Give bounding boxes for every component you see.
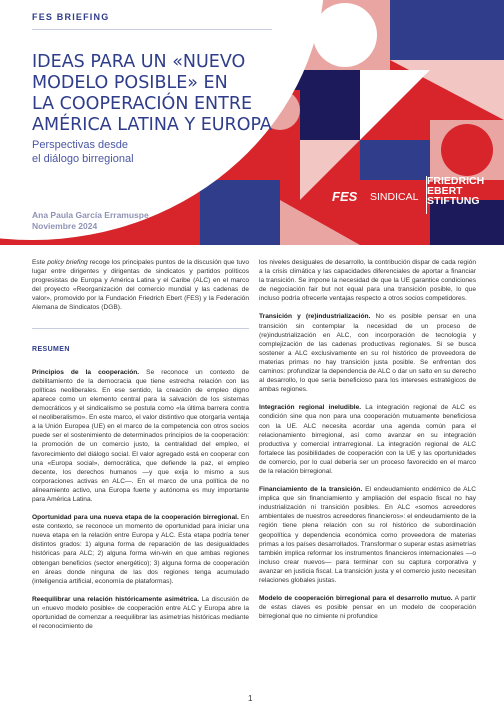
right-column (259, 258, 476, 630)
summary-paragraph (259, 403, 476, 476)
title-line: IDEAS PARA UN «NUEVO (32, 52, 246, 72)
paragraph-text: Se reconoce un contexto de debilitamiento de la democracia que tiene estrecha relación con las políticas neoliberales. En ese sentido, la creación de empleo digno aparece como un elemento central para la salvación de los sistemas democráticos y el sindicalismo se postula como «la última barrera contra el neoliberalismo». En este marco, el valor distintivo que otorgaría ventaja a la Unión Europea (UE) en el marco de la competencia con otros socios puede ser el sostenimiento de determinados principios de la cooperación: la promoción de un comercio justo, la centralidad del empleo, el favorecimiento del diálogo social. El valor agregado está en cooperar con una «Europa social», democrática, que defiende la paz, el empleo decente, los derechos humanos —y que exija lo mismo a sus corporaciones activas en ALC—. En el marco de una política de no alineamiento activo, una Europa fuerte y autónoma es muy importante para América Latina. (32, 368, 249, 503)
summary-paragraph (32, 513, 249, 586)
foundation-line: EBERT (427, 185, 463, 197)
paragraph-lead: Integración regional ineludible. (259, 404, 362, 412)
paragraph-text: El endeudamiento endémico de ALC implica que sin financiamiento y ampliación del espacio fiscal no hay industrialización ni transición posibles. En ALC «somos acreedores ambientales de nuestros acreedores financieros»: el endeudamiento de la región tiene plena relación con su rol histórico de subordinación geopolítica y dependencia económica como proveedora de materias primas a los países desarrollados. Transformar o superar estas asimetrías también implica reformar los instrumentos financieros internacionales —o incluso crear nuevos— para terminar con su captura corporativa y avanzar en justicia fiscal. La transición justa y el comercio justo necesitan relaciones globales justas. (259, 486, 476, 584)
paragraph-lead: Principios de la cooperación. (32, 368, 140, 376)
continuation-paragraph: los niveles desiguales de desarrollo, la contribución dispar de cada región a la crisis climática y las capacidades diferenciales de aportar a financiar la transición. Se impone la necesidad de que la UE garantice condiciones de negociación fair but not equal para una transición posible, lo que incluso podría ofrecerle ventajas respecto a otros socios competidores. (259, 259, 476, 303)
author-name: Ana Paula García Erramuspe (32, 210, 149, 220)
title-line: AMÉRICA LATINA Y EUROPA (32, 115, 272, 135)
foundation-line: STIFTUNG (427, 195, 480, 207)
series-rule (32, 29, 272, 30)
paragraph-text: La integración regional de ALC es condición sine qua non para una cooperación mutuamente beneficiosa con la UE. ALC necesita acordar una agenda común para el relacionamiento birregional, así como avanzar en su integración productiva y comercial intrarregional. La integración regional de ALC fortalece las posibilidades de cooperación con la UE y las oportunidades de comercio, por lo cual debería ser un proceso favorecido en el marco de la relación birregional. (259, 404, 476, 475)
summary-paragraph (259, 594, 476, 621)
paragraph-lead: Modelo de cooperación birregional para el desarrollo mutuo. (259, 595, 453, 603)
paragraph-lead: Reequilibrar una relación históricamente asimétrica. (32, 595, 200, 603)
document-subtitle (32, 139, 134, 166)
page-number: 1 (248, 694, 253, 703)
paragraph-text: No es posible pensar en una transición sin contemplar la necesidad de un proceso de (re)industrialización en ALC, con incorporación de tecnología y complejización de las cadenas productivas regionales. Si se busca sostener a ALC exclusivamente en su rol histórico de proveedora de materias primas no hay transición justa posible. Se enfrentan dos caminos: profundizar la dependencia de ALC o dar un salto en su derecho al desarrollo, lo que sería beneficioso para los intereses estratégicos de ambas regiones. (259, 313, 476, 394)
summary-paragraph (259, 312, 476, 394)
paragraph-text: A partir de estas claves es posible pensar en un modelo de cooperación birregional que no cimiente ni profundice (259, 595, 477, 621)
intro-emphasis: policy briefing (47, 259, 88, 266)
intro-pre: Este (32, 259, 48, 266)
left-column (32, 258, 249, 640)
foundation-logo (427, 176, 484, 206)
foundation-line: FRIEDRICH (427, 175, 485, 187)
intro-paragraph (32, 258, 249, 313)
series-label: FES BRIEFING (32, 12, 110, 22)
title-line: MODELO POSIBLE» EN (32, 73, 228, 93)
author-block (32, 210, 149, 232)
publication-date: Noviembre 2024 (32, 221, 98, 231)
title-line: LA COOPERACIÓN ENTRE (32, 94, 253, 114)
paragraph-lead: Oportunidad para una nueva etapa de la cooperación birregional. (32, 514, 239, 522)
fes-logo: FES (332, 189, 358, 204)
summary-paragraph (32, 368, 249, 504)
subtitle-line: Perspectivas desde (32, 139, 128, 151)
paragraph-lead: Transición y (re)industrialización. (259, 313, 371, 321)
sindical-label: SINDICAL (370, 191, 419, 203)
intro-post: recoge los principales puntos de la discusión que tuvo lugar entre dirigentes y dirigentas de sindicatos y partidos políticos progresistas de Europa y América Latina y el Caribe (ALC) en el marco del proyecto «Reorganización del comercio mundial y las cadenas de valor», promovido por la Fundación Friedrich Ebert (FES) y la Federación Alemana de Sindicatos (DGB). (32, 259, 249, 312)
document-title (32, 52, 332, 136)
summary-heading: RESUMEN (32, 345, 70, 353)
subtitle-line: el diálogo birregional (32, 152, 134, 165)
section-rule (32, 328, 249, 329)
summary-paragraph (32, 595, 249, 631)
paragraph-text: En este contexto, se reconoce un momento de oportunidad para iniciar una nueva etapa en la relación entre Europa y ALC. Esta etapa podría tener distintos grados: 1) alguna forma de reparación de las desigualdades históricas para ALC; 2) alguna forma win-win en que ambas regiones obtengan beneficios (sector energético); 3) alguna forma de cooperación en áreas donde ninguna de las dos regiones tenga acumulado (inteligencia artificial, economía de plataformas). (32, 514, 249, 585)
summary-paragraph (259, 485, 476, 585)
paragraph-text: La discusión de un «nuevo modelo posible» de cooperación entre ALC y Europa abre la oportunidad de comenzar a reequilibrar las asimetrías históricas mediante el reconocimiento de (32, 595, 250, 631)
paragraph-lead: Financiamiento de la transición. (259, 486, 363, 494)
